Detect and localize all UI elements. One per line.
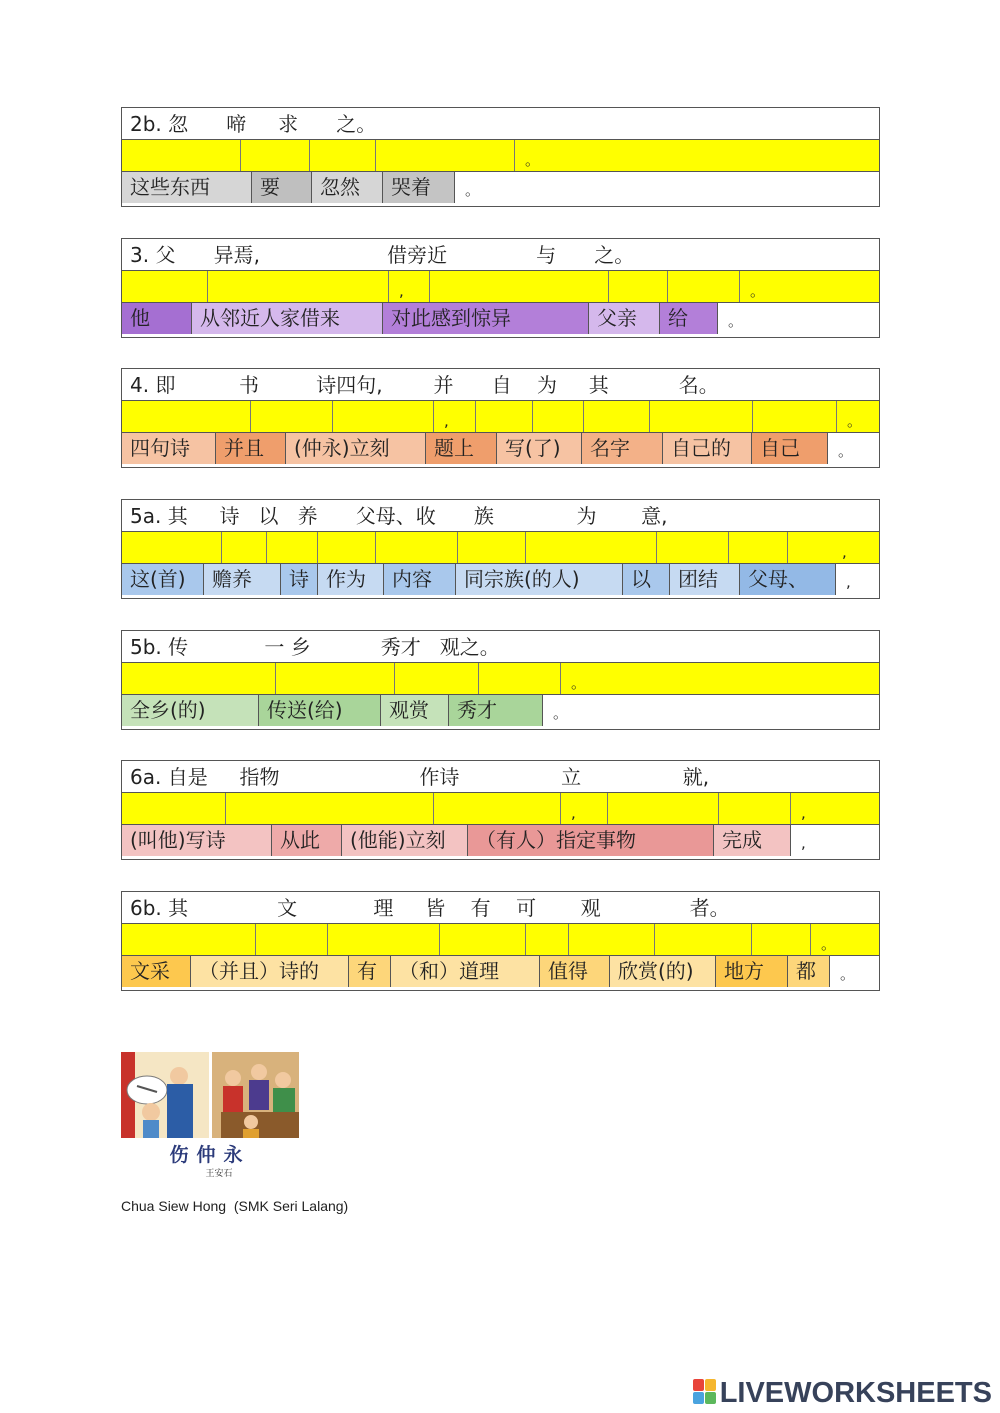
answer-row [122, 793, 879, 825]
options-end-punct: 。 [553, 704, 569, 722]
story-illustration [121, 1052, 299, 1182]
option-tile[interactable]: 文采 [122, 956, 191, 987]
option-tile[interactable]: 四句诗 [122, 433, 216, 464]
answer-slot-2[interactable] [256, 924, 328, 955]
options-row [122, 303, 879, 334]
answer-slot-8[interactable] [752, 924, 811, 955]
options-row [122, 172, 879, 203]
options-row [122, 825, 879, 856]
answer-slot-9[interactable] [729, 532, 788, 563]
options-row [122, 564, 879, 595]
answer-slot-1[interactable] [122, 401, 251, 432]
option-tile[interactable]: 从邻近人家借来 [192, 303, 383, 334]
answer-slot-3[interactable] [267, 532, 318, 563]
answer-slot-1[interactable] [122, 532, 222, 563]
answer-end-punct: 。 [525, 151, 541, 169]
answer-slot-4[interactable] [440, 924, 526, 955]
answer-slot-4[interactable] [476, 401, 533, 432]
answer-row [122, 401, 879, 433]
illustration-title: 伤仲永 [169, 1144, 251, 1166]
option-tile[interactable]: 团结 [670, 564, 740, 595]
answer-slot-4[interactable] [318, 532, 376, 563]
option-tile[interactable]: 完成 [714, 825, 791, 856]
answer-slot-2[interactable] [226, 793, 434, 824]
answer-slot-3[interactable] [333, 401, 434, 432]
options-row [122, 433, 879, 464]
answer-slot-5[interactable] [533, 401, 584, 432]
option-tile[interactable]: 忽然 [312, 172, 383, 203]
answer-end-punct: , [842, 543, 847, 561]
answer-end-punct: 。 [821, 935, 837, 953]
answer-slot-4[interactable] [609, 271, 668, 302]
answer-slot-3[interactable] [430, 271, 609, 302]
option-tile[interactable]: 传送(给) [259, 695, 381, 726]
option-tile[interactable]: 全乡(的) [122, 695, 259, 726]
options-row [122, 956, 879, 987]
option-tile[interactable]: （有人）指定事物 [468, 825, 714, 856]
answer-slot-2[interactable] [276, 663, 395, 694]
answer-slot-1[interactable] [122, 663, 276, 694]
answer-slot-2[interactable] [241, 140, 310, 171]
question-prompt: 6b. 其 文 理 皆 有 可 观 者。 [122, 892, 879, 924]
option-tile[interactable]: 观赏 [381, 695, 449, 726]
options-end-punct: 。 [465, 181, 481, 199]
answer-slot-7[interactable] [650, 401, 753, 432]
question-block-4 [121, 368, 880, 468]
question-block-2b [121, 107, 880, 207]
option-tile[interactable]: 赡养 [204, 564, 281, 595]
option-tile[interactable]: 自己的 [663, 433, 752, 464]
liveworksheets-logo-icon [693, 1379, 717, 1405]
answer-slot-1[interactable] [122, 793, 226, 824]
option-tile[interactable]: 这些东西 [122, 172, 252, 203]
option-tile[interactable]: 要 [252, 172, 312, 203]
answer-slot-5[interactable] [526, 924, 569, 955]
options-end-punct: , [801, 834, 806, 852]
option-tile[interactable]: (叫他)写诗 [122, 825, 272, 856]
option-tile[interactable]: 他 [122, 303, 192, 334]
option-tile[interactable]: 作为 [318, 564, 384, 595]
question-block-6a [121, 760, 880, 860]
option-tile[interactable]: (仲永)立刻 [286, 433, 426, 464]
option-tile[interactable]: 以 [623, 564, 670, 595]
answer-end-punct: 。 [847, 412, 863, 430]
answer-row [122, 924, 879, 956]
options-row [122, 695, 879, 726]
answer-mid-punct: , [389, 271, 430, 302]
answer-slot-1[interactable] [122, 924, 256, 955]
option-tile[interactable]: （和）道理 [391, 956, 540, 987]
answer-slot-6[interactable] [569, 924, 655, 955]
option-tile[interactable]: 欣赏(的) [610, 956, 716, 987]
answer-slot-3[interactable] [310, 140, 376, 171]
illustration-image [121, 1052, 299, 1138]
option-tile[interactable]: 哭着 [383, 172, 455, 203]
answer-slot-2[interactable] [222, 532, 267, 563]
option-tile[interactable]: 秀才 [449, 695, 543, 726]
option-tile[interactable]: （并且）诗的 [191, 956, 349, 987]
answer-end-punct: 。 [571, 674, 587, 692]
answer-end-punct: 。 [750, 282, 766, 300]
option-tile[interactable]: 都 [788, 956, 830, 987]
answer-slot-5[interactable] [719, 793, 791, 824]
answer-row [122, 271, 879, 303]
answer-slot-7[interactable] [526, 532, 657, 563]
answer-slot-6[interactable] [458, 532, 526, 563]
brand-text: LIVEWORKSHEETS [719, 1377, 992, 1409]
question-block-5a [121, 499, 880, 599]
answer-slot-3[interactable] [328, 924, 440, 955]
option-tile[interactable]: 给 [660, 303, 718, 334]
answer-slot-8[interactable] [753, 401, 837, 432]
option-tile[interactable]: 内容 [384, 564, 456, 595]
options-end-punct: 。 [728, 312, 744, 330]
answer-slot-1[interactable] [122, 271, 208, 302]
question-prompt: 3. 父 异焉, 借旁近 与 之。 [122, 239, 879, 271]
answer-mid-punct: , [434, 401, 476, 432]
option-tile[interactable]: 并且 [216, 433, 286, 464]
option-tile[interactable]: 从此 [272, 825, 342, 856]
option-tile[interactable]: 父母、 [740, 564, 836, 595]
answer-slot-3[interactable] [395, 663, 479, 694]
answer-slot-2[interactable] [251, 401, 333, 432]
options-end-punct: 。 [840, 965, 856, 983]
answer-slot-8[interactable] [657, 532, 729, 563]
answer-slot-4[interactable] [376, 140, 515, 171]
option-tile[interactable]: 自己 [752, 433, 828, 464]
answer-slot-3[interactable] [434, 793, 561, 824]
answer-slot-4[interactable] [608, 793, 719, 824]
option-tile[interactable]: 写(了) [497, 433, 582, 464]
options-end-punct: , [846, 573, 851, 591]
question-prompt: 5b. 传 一 乡 秀才 观之。 [122, 631, 879, 663]
option-tile[interactable]: (他能)立刻 [342, 825, 468, 856]
option-tile[interactable]: 题上 [426, 433, 497, 464]
option-tile[interactable]: 值得 [540, 956, 610, 987]
question-prompt: 4. 即 书 诗四句, 并 自 为 其 名。 [122, 369, 879, 401]
option-tile[interactable]: 对此感到惊异 [383, 303, 589, 334]
answer-end-punct: , [801, 804, 806, 822]
question-block-3 [121, 238, 880, 338]
illustration-author: 王安石 [205, 1169, 233, 1179]
answer-slot-5[interactable] [668, 271, 740, 302]
option-tile[interactable]: 父亲 [589, 303, 660, 334]
question-prompt: 2b. 忽 啼 求 之。 [122, 108, 879, 140]
answer-slot-6[interactable] [584, 401, 650, 432]
option-tile[interactable]: 有 [349, 956, 391, 987]
options-end-punct: 。 [838, 442, 854, 460]
answer-slot-4[interactable] [479, 663, 561, 694]
answer-row [122, 140, 879, 172]
option-tile[interactable]: 名字 [582, 433, 663, 464]
question-block-6b [121, 891, 880, 991]
option-tile[interactable]: 地方 [716, 956, 788, 987]
question-prompt: 5a. 其 诗 以 养 父母、收 族 为 意, [122, 500, 879, 532]
answer-mid-punct: , [561, 793, 608, 824]
answer-slot-7[interactable] [655, 924, 752, 955]
option-tile[interactable]: 同宗族(的人) [456, 564, 623, 595]
question-prompt: 6a. 自是 指物 作诗 立 就, [122, 761, 879, 793]
answer-slot-1[interactable] [122, 140, 241, 171]
author-credit: Chua Siew Hong (SMK Seri Lalang) [121, 1198, 349, 1214]
liveworksheets-brand[interactable] [693, 1377, 992, 1410]
answer-slot-2[interactable] [208, 271, 389, 302]
answer-row [122, 532, 879, 564]
question-block-5b [121, 630, 880, 730]
option-tile[interactable]: 这(首) [122, 564, 204, 595]
answer-row [122, 663, 879, 695]
option-tile[interactable]: 诗 [281, 564, 318, 595]
answer-slot-5[interactable] [376, 532, 458, 563]
